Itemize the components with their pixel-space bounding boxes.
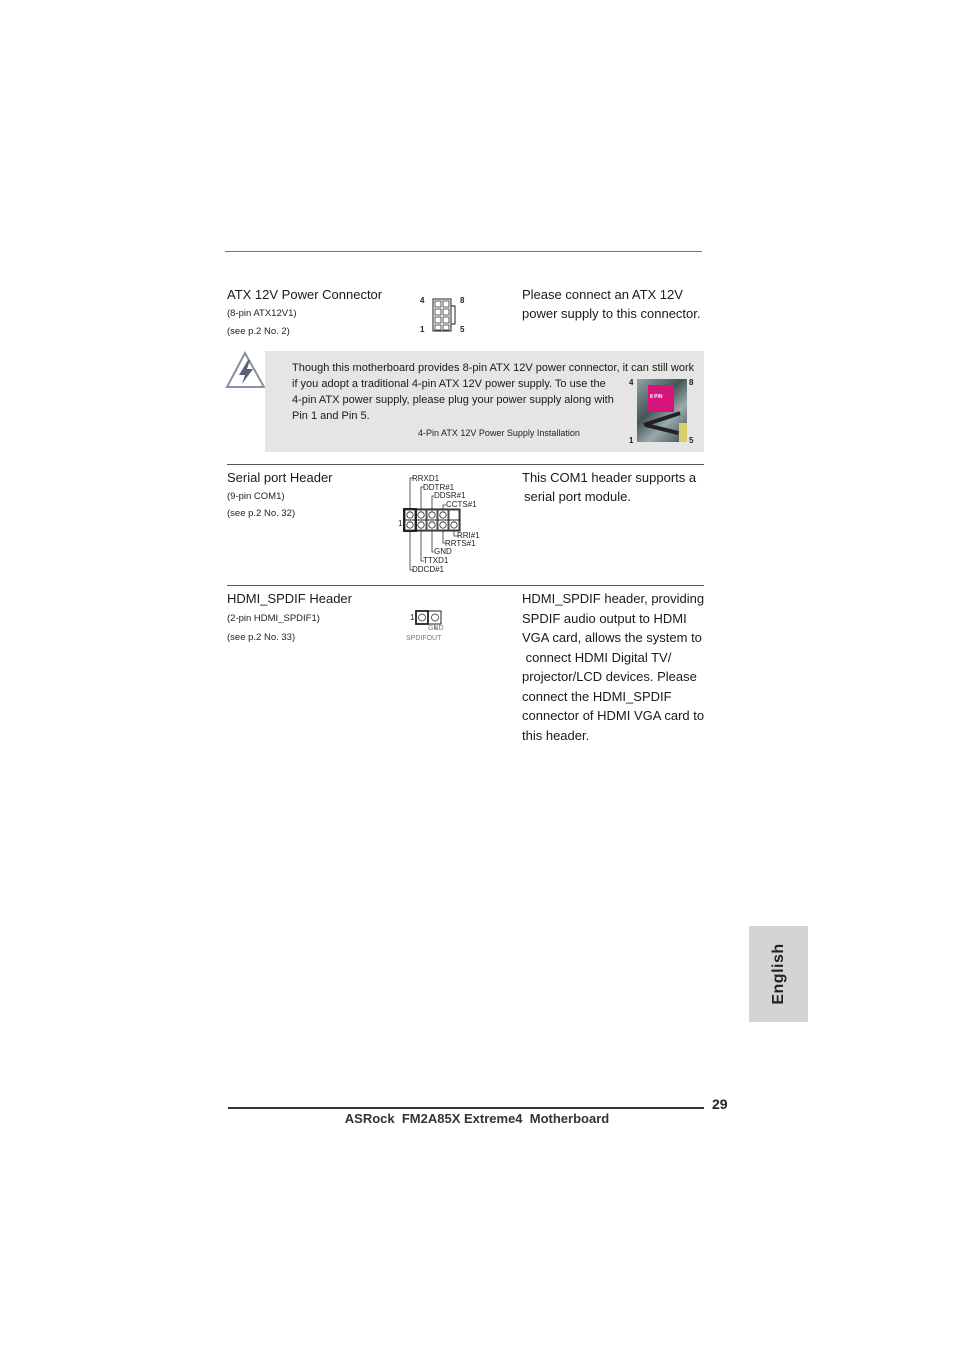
hdmi-reference: (see p.2 No. 33) [227,632,296,643]
serial-description-line1: This COM1 header supports a [522,470,697,485]
serial-pin-ccts: CCTS#1 [446,500,477,509]
photo-label-text: 8 PIN [650,394,663,400]
serial-pin-rrxd1: RRXD1 [412,474,440,483]
language-tab-label: English [769,943,787,1005]
hdmi-description-line: this header. [522,727,590,743]
serial-pin-rrts: RRTS#1 [445,539,476,548]
photo-pin-label-4: 4 [629,378,634,387]
hdmi-description-line: connector of HDMI VGA card to [522,708,705,723]
hdmi-title: HDMI_SPDIF Header [227,591,352,606]
serial-reference: (see p.2 No. 32) [227,508,296,519]
hdmi-description [522,589,712,745]
hdmi-description-line: VGA card, allows the system to [522,630,702,645]
warning-caption: 4-Pin ATX 12V Power Supply Installation [418,428,580,438]
atx-pin-label-5: 5 [460,325,465,334]
serial-pin-ddcd: DDCD#1 [412,565,445,574]
serial-pin-ttxd: TTXD1 [423,556,449,565]
atx-reference: (see p.2 No. 2) [227,326,290,337]
serial-title: Serial port Header [227,470,333,485]
warning-icon [225,350,267,390]
hdmi-description-line: connect HDMI Digital TV/ [522,649,672,665]
atx-title: ATX 12V Power Connector [227,287,383,302]
installation-photo [637,379,687,442]
atx-description-line2: power supply to this connector. [522,306,701,321]
warning-panel [265,351,704,452]
hdmi-pin-spdifout: SPDIFOUT [406,635,442,642]
atx-pin-label-1: 1 [420,325,425,334]
photo-pin-label-5: 5 [689,436,694,445]
hdmi-spdif-diagram [404,609,454,645]
photo-pink-label [648,385,674,412]
warning-line-1: Though this motherboard provides 8-pin ATX 12V power connector, it can still work [292,362,695,374]
hdmi-description-line: projector/LCD devices. Please [522,669,697,684]
section-rule-2 [227,585,704,586]
hdmi-description-line: connect the HDMI_SPDIF [522,688,672,704]
serial-pin-ddtr: DDTR#1 [423,483,455,492]
atx-pin-label-8: 8 [460,296,465,305]
language-tab [749,926,808,1022]
page-number: 29 [712,1096,728,1112]
serial-description-line2: serial port module. [524,489,631,504]
warning-line-4: Pin 1 and Pin 5. [292,410,370,422]
hdmi-description-line: HDMI_SPDIF header, providing [522,591,705,606]
photo-pin-label-8: 8 [689,378,694,387]
serial-pin-one: 1 [398,519,403,528]
photo-pin-label-1: 1 [629,436,634,445]
serial-header-diagram [396,472,486,576]
serial-pin-count: (9-pin COM1) [227,491,285,502]
atx-description-line1: Please connect an ATX 12V [522,287,683,302]
serial-pin-rri: RRI#1 [457,531,480,540]
hdmi-pin-one: 1 [410,613,415,622]
warning-line-3: 4-pin ATX power supply, please plug your power supply along with [292,394,614,406]
serial-pin-ddsr: DDSR#1 [434,491,466,500]
atx-pin-label-4: 4 [420,296,425,305]
hdmi-pin-count: (2-pin HDMI_SPDIF1) [227,613,320,624]
top-rule [225,251,702,252]
footer-product-name: ASRock FM2A85X Extreme4 Motherboard [344,1111,610,1126]
warning-line-2: if you adopt a traditional 4-pin ATX 12V power supply. To use the [292,378,606,390]
atx-pin-count: (8-pin ATX12V1) [227,308,297,319]
footer-rule [228,1107,704,1109]
atx-connector-diagram [415,294,471,338]
serial-pin-gnd: GND [434,547,452,556]
hdmi-pin-gnd: GND [428,625,444,632]
section-rule-1 [227,464,704,465]
hdmi-description-line: SPDIF audio output to HDMI [522,610,687,626]
